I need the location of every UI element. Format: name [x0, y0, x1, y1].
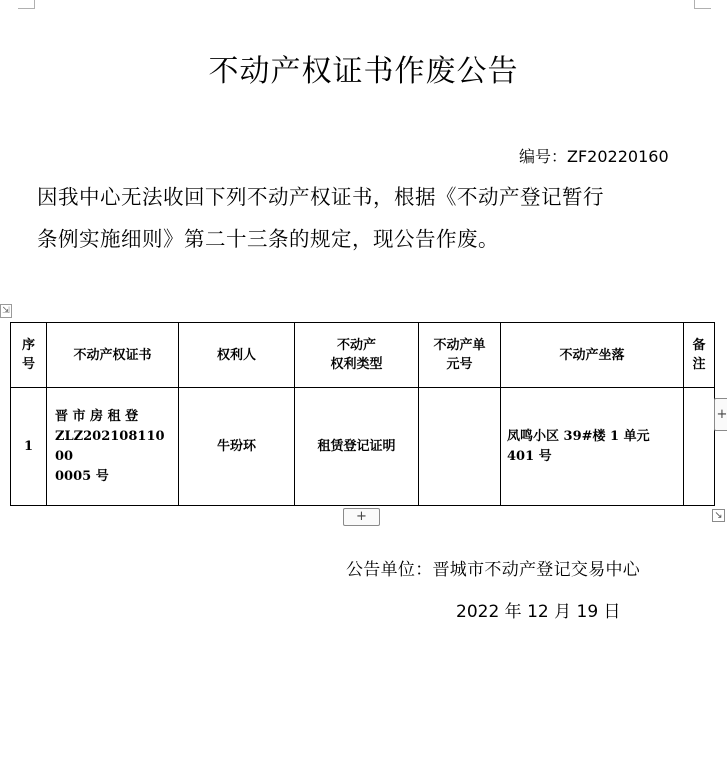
header-seq-line1: 序: [21, 338, 35, 353]
header-owner-label: 权利人: [216, 347, 256, 363]
table-resize-icon[interactable]: ↘: [712, 509, 725, 522]
document-number-value: ZF20220160: [567, 147, 669, 166]
cell-owner: 牛玢环: [179, 388, 295, 506]
document-number: [519, 144, 669, 167]
header-certificate-label: 不动产权证书: [73, 347, 152, 363]
cell-unit-number: [419, 388, 501, 506]
header-unit-number-line1: 不动产单: [433, 338, 486, 353]
page-title: 不动产权证书作废公告: [208, 54, 519, 89]
cell-location: 凤鸣小区 39#楼 1 单元 401 号: [501, 388, 684, 506]
announcement-date: 2022 年 12 月 19 日: [456, 602, 621, 622]
header-right-type-line1: 不动产: [336, 338, 376, 353]
cell-certificate-line3: 0005 号: [55, 468, 109, 484]
header-certificate: [47, 323, 179, 388]
issuer: [346, 555, 640, 580]
add-row-button[interactable]: +: [343, 508, 380, 526]
header-location: [501, 323, 684, 388]
announcement-line-2: 条例实施细则》第二十三条的规定，现公告作废。: [37, 227, 499, 251]
header-location-label: 不动产坐落: [559, 347, 625, 363]
issuer-name: 晋城市不动产登记交易中心: [432, 560, 641, 580]
cell-certificate: [47, 388, 179, 506]
header-seq: [11, 323, 47, 388]
add-column-button[interactable]: +: [714, 398, 727, 431]
header-owner: [179, 323, 295, 388]
cell-remark: [684, 388, 715, 506]
voided-certificates-table: [10, 322, 715, 506]
header-remark: [684, 323, 715, 388]
cell-right-type: 租赁登记证明: [295, 388, 419, 506]
document-number-label: 编号：: [519, 147, 568, 166]
header-unit-number-line2: 元号: [446, 357, 473, 372]
header-remark-line2: 注: [692, 357, 706, 372]
header-unit-number: [419, 323, 501, 388]
header-remark-line1: 备: [692, 338, 706, 353]
announcement-body: [37, 176, 687, 260]
header-seq-line2: 号: [21, 357, 35, 372]
page-corner-mark-left: [18, 0, 35, 9]
page-corner-mark-right: [694, 0, 711, 9]
issuer-label: 公告单位：: [346, 560, 433, 580]
header-right-type-line2: 权利类型: [330, 357, 383, 372]
cell-certificate-line2: ZLZ20210811000: [55, 428, 165, 464]
header-right-type: [295, 323, 419, 388]
cell-seq: 1: [11, 388, 47, 506]
announcement-line-1: 因我中心无法收回下列不动产权证书，根据《不动产登记暂行: [37, 185, 604, 209]
table-row: [11, 388, 715, 506]
cell-certificate-line1: 晋 市 房 租 登: [55, 408, 139, 424]
table-move-handle-icon[interactable]: ⇲: [0, 304, 12, 318]
table-header-row: [11, 323, 715, 388]
